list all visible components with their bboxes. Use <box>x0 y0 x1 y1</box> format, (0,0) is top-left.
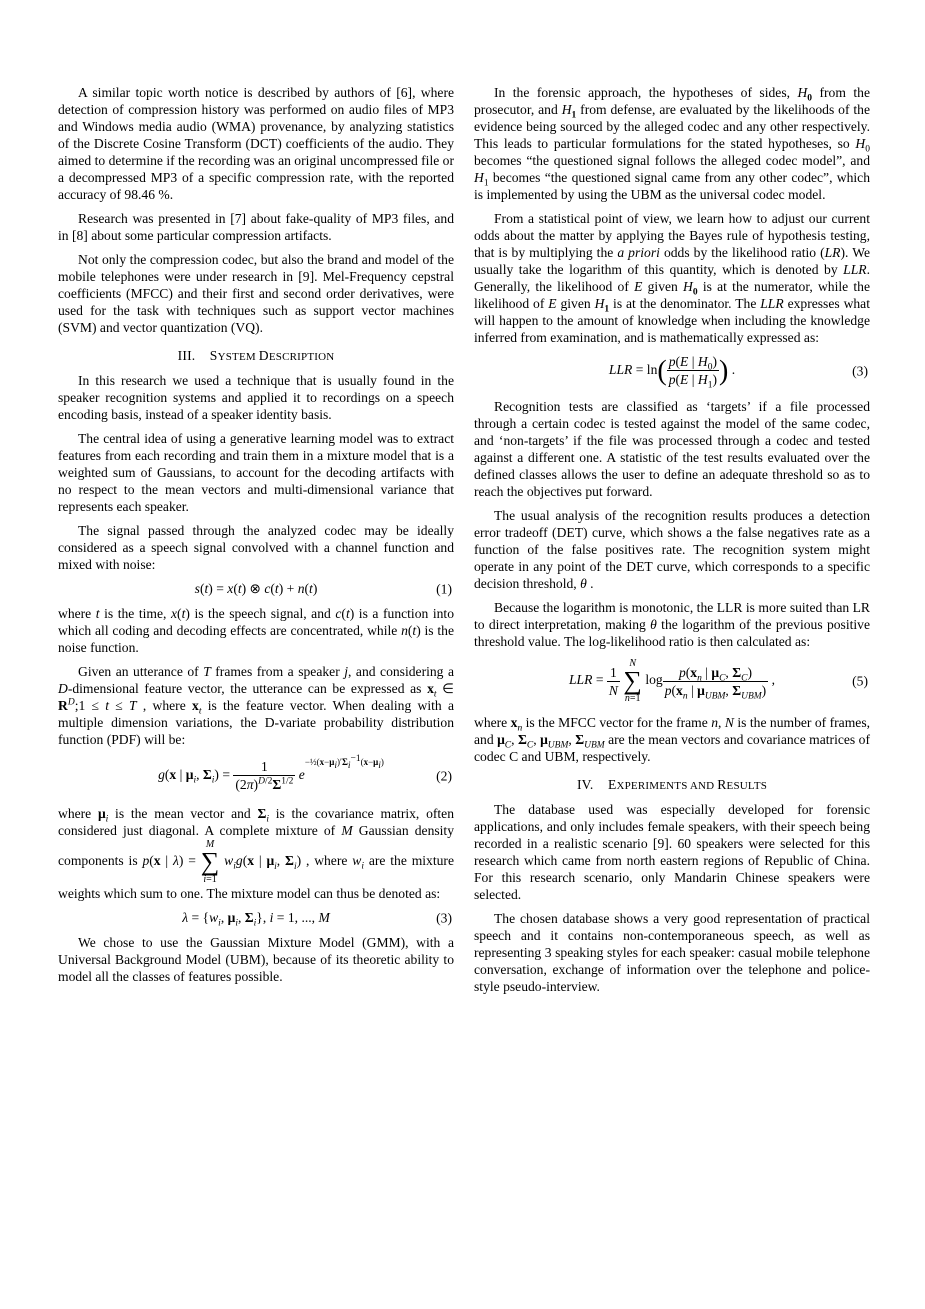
paragraph: The chosen database shows a very good representation of practical speech and it contains non-contemporaneous speech, as well as representing 3 speaking styles for each speaker: casual mobile telephone conversation, exchange of information over the telephone and police-style pseudo-interview. <box>474 911 870 994</box>
paragraph: The usual analysis of the recognition results produces a detection error tradeoff (DET) curve, which shows a the false negatives rate as a function of the false positives rate. The recognition system might operate in any point of the DET curve, which corresponds to a specific decision threshold, θ . <box>474 508 870 591</box>
paragraph: Not only the compression codec, but also the brand and model of the mobile telephones were under research in [9]. Mel-Frequency cepstral coefficients (MFCC) and their first and second order derivatives, were used for the task with techniques such as support vector machines (SVM) and vector quantization (VQ). <box>58 252 454 335</box>
paragraph: where $\mu_i$ is the mean vector and $\Sigma_i$ is the covariance matrix, often considered just diagonal. A complete mixture of M Gaussian density components is p(x | λ) = M ∑ i=1 $w_ig(x$ | $\mu_i$, $\Sigma_i$) , where $w_i$ are the mixture weights which sum to one. The mixture model can thus be denoted as: <box>58 806 455 901</box>
equation-2: g(x | $\mu_i$, $\Sigma_i$) = $\frac{1}{(2\pi)^{D/2}\Sigma^{1/2}}$ $e^{-\frac{1}{2}(x-\mu_i)'\Sigma_i^{-1}(x-\mu_i)}$ (2) <box>158 753 452 792</box>
paragraph: A similar topic worth notice is described by authors of [6], where detection of compression history was performed on audio files of MP3 and Windows media audio (WMA) provenance, by analyzing statistics of the Discrete Cosine Transform (DCT) coefficients of the audio. They aimed to determine if the recording was an original uncompressed file or a decompressed MP3 of a specific compression rate, with the reported accuracy of 98.46 %. <box>58 85 454 202</box>
equation-3-left: $\lambda = \{w_i$, $\mu_i$, $\Sigma_i$}, i = 1, ..., M (3) <box>182 910 452 929</box>
paragraph: In the forensic approach, the hypotheses of sides, $H_0$ from the prosecutor, and $H_1$ from defense, are evaluated by the likelihoods of the evidence being sourced by the alleged codec and any other respectively. This leads to particular formulations for the stated hypotheses, so $H_0$ becomes “the questioned signal follows the alleged codec model”, and $H_1$ becomes “the questioned signal came from any other codec”, which is implemented by using the UBM as the universal codec model. <box>474 85 871 202</box>
paragraph: From a statistical point of view, we learn how to adjust our current odds about the matter by applying the Bayes rule of hypothesis testing, that is by multiplying the a priori odds by the likelihood ratio (LR). We usually take the logarithm of this quantity, which is denoted by LLR. Generally, the likelihood of E given $H_0$ is at the numerator, while the likelihood of E given $H_1$ is at the denominator. The LLR expresses what will happen to the amount of knowledge when including the knowledge inferred from examination, and is mathematically expressed as: <box>474 211 870 345</box>
paragraph: In this research we used a technique that is usually found in the speaker recognition systems and applied it to recordings on a speech encoding basis, instead of a speaker identity basis. <box>58 373 454 422</box>
paragraph: We chose to use the Gaussian Mixture Model (GMM), with a Universal Background Model (UBM), because of its theoretic ability to model all the classes of features possible. <box>58 935 454 984</box>
equation-number: (2) <box>436 768 452 783</box>
paragraph: where t is the time, x(t) is the speech signal, and c(t) is a function into which all coding and decoding effects are concentrated, while n(t) is the noise function. <box>58 606 455 655</box>
paragraph: Research was presented in [7] about fake-quality of MP3 files, and in [8] about some particular compression artifacts. <box>58 211 454 243</box>
equation-5: LLR = $\frac{1}{N}$ N ∑ n=1 log $\frac{p(x_n | \mu_C, \Sigma_C)}{p(x_n | \mu_{UBM}, \Sigma_{UBM})}$ , (5) <box>568 658 868 704</box>
equation-number: (5) <box>852 673 868 689</box>
section-heading-3: III. SYSTEM DESCRIPTION <box>177 348 335 363</box>
paragraph: Because the logarithm is monotonic, the LLR is more suited than LR to direct interpretation, making θ the logarithm of the previous positive threshold value. The log-likelihood ratio is then calculated as: <box>474 600 870 649</box>
equation-number: (1) <box>436 581 452 596</box>
section-heading-4: IV. EXPERIMENTS AND RESULTS <box>576 777 768 792</box>
equation-3-right: LLR = ln( $\frac{p(E | H_0)}{p(E | H_1)}$ ) . (3) <box>608 354 868 391</box>
equation-1: s(t) = x(t) ⊗ c(t) + n(t) (1) <box>194 581 452 596</box>
paragraph: The central idea of using a generative learning model was to extract features from each recording and train them in a mixture model that is a weighted sum of Gaussians, to account for the decoding artifacts with no respect to the mean vectors and multi-dimensional variance that represents each speaker. <box>58 431 454 514</box>
left-column <box>58 84 454 992</box>
paragraph: where $x_n$ is the MFCC vector for the frame n, N is the number of frames, and $\mu_C$, $\Sigma_C$, $\mu_{UBM}$, $\Sigma_{UBM}$ are the mean vectors and covariance matrices of codec C and UBM, respectively. <box>474 715 871 764</box>
paragraph: Recognition tests are classified as ‘targets’ if a file processed through a certain codec is tested against the model of the same codec, and ‘non-targets’ if the file was processed through a codec and tested against a different one. A statistic of the test results evaluated over the defined classes allows the user to define an adequate threshold so as to reach the objectives put forward. <box>474 399 870 499</box>
equation-number: (3) <box>436 910 452 925</box>
paragraph: The database used was especially developed for forensic applications, and only includes female speakers, with their speech being recorded in a realistic scenario [9]. 60 speakers were selected for this research which came from north eastern regions of Republic of China. For this research scenario, only Mandarin Chinese speakers were selected. <box>474 802 870 902</box>
paragraph: The signal passed through the analyzed codec may be ideally considered as a speech signal convolved with a channel function and mixed with noise: <box>58 523 454 572</box>
paragraph: Given an utterance of T frames from a speaker j, and considering a D-dimensional feature vector, the utterance can be expressed as $x_t$ ∈ $R^D;1 \le t \le T$ , where $x_t$ is the feature vector. When dealing with a multiple dimension variations, the D-variate probability distribution function (PDF) will be: <box>58 664 455 747</box>
right-column <box>474 84 870 1002</box>
equation-number: (3) <box>852 363 868 378</box>
